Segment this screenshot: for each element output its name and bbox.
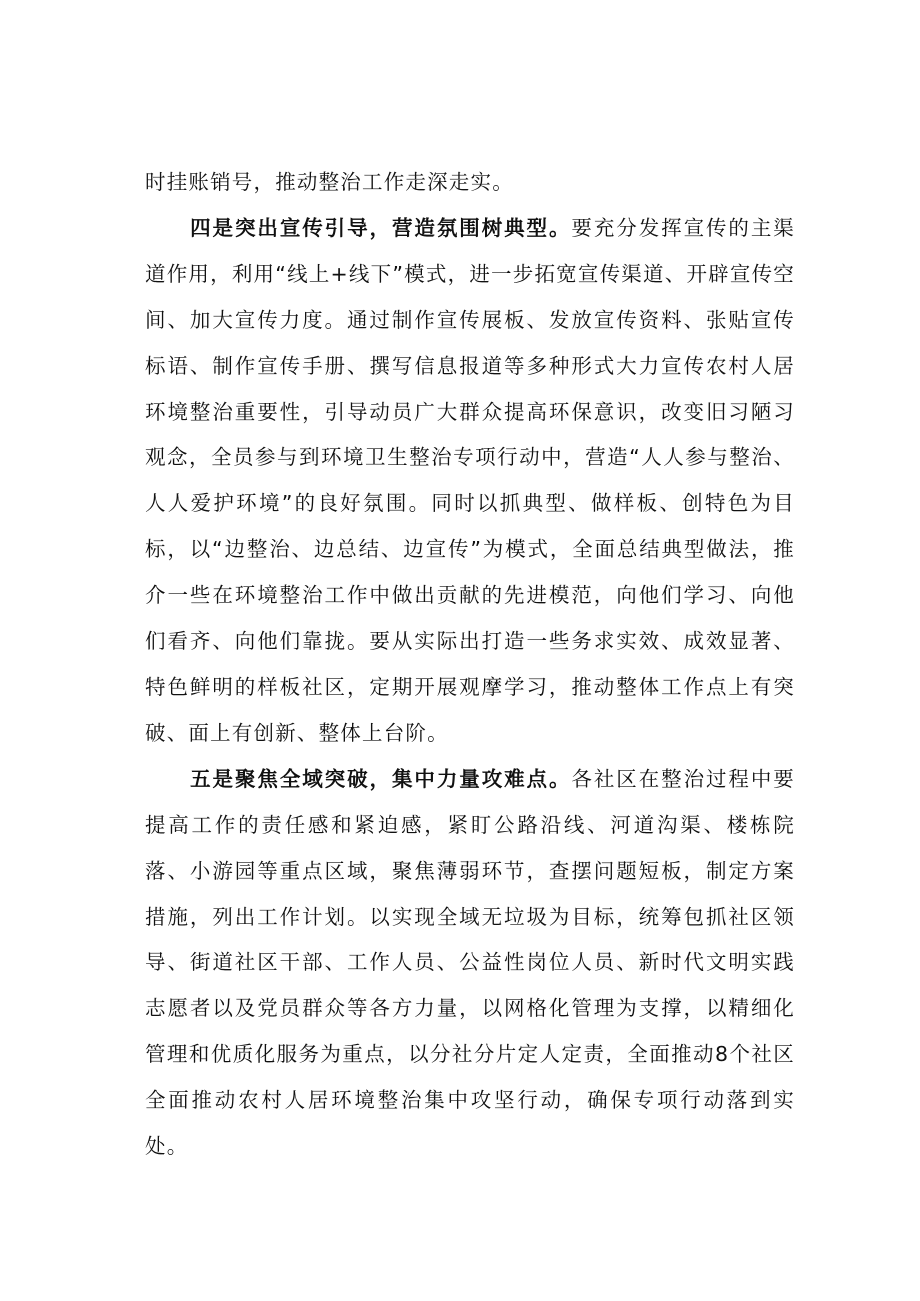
paragraph-lead-heading: 五是聚焦全域突破，集中力量攻难点。 — [190, 766, 572, 791]
paragraph-full-coverage-breakthrough — [145, 757, 795, 1170]
paragraph-publicity-guidance — [145, 206, 795, 757]
paragraph-body: 各社区在整治过程中要提高工作的责任感和紧迫感，紧盯公路沿线、河道沟渠、楼栋院落、小游园等重点区域，聚焦薄弱环节，查摆问题短板，制定方案措施，列出工作计划。以实现全域无垃圾为目标，统筹包抓社区领导、街道社区干部、工作人员、公益性岗位人员、新时代文明实践志愿者以及党员群众等各方力量，以网格化管理为支撑，以精细化管理和优质化服务为重点，以分社分片定人定责，全面推动8个社区全面推动农村人居环境整治集中攻坚行动，确保专项行动落到实处。 — [145, 766, 795, 1159]
paragraph-body: 要充分发挥宣传的主渠道作用，利用“线上+线下”模式，进一步拓宽宣传渠道、开辟宣传空间、加大宣传力度。通过制作宣传展板、发放宣传资料、张贴宣传标语、制作宣传手册、撰写信息报道等多种形式大力宣传农村人居环境整治重要性，引导动员广大群众提高环保意识，改变旧习陋习观念，全员参与到环境卫生整治专项行动中，营造“人人参与整治、人人爱护环境”的良好氛围。同时以抓典型、做样板、创特色为目标，以“边整治、边总结、边宣传”为模式，全面总结典型做法，推介一些在环境整治工作中做出贡献的先进模范，向他们学习、向他们看齐、向他们靠拢。要从实际出打造一些务求实效、成效显著、特色鲜明的样板社区，定期开展观摩学习，推动整体工作点上有突破、面上有创新、整体上台阶。 — [145, 215, 795, 745]
document-page — [145, 160, 795, 1170]
paragraph-body: 时挂账销号，推动整治工作走深走实。 — [145, 170, 514, 194]
paragraph-lead-heading: 四是突出宣传引导，营造氛围树典型。 — [190, 215, 572, 240]
paragraph-continuation — [145, 160, 795, 206]
